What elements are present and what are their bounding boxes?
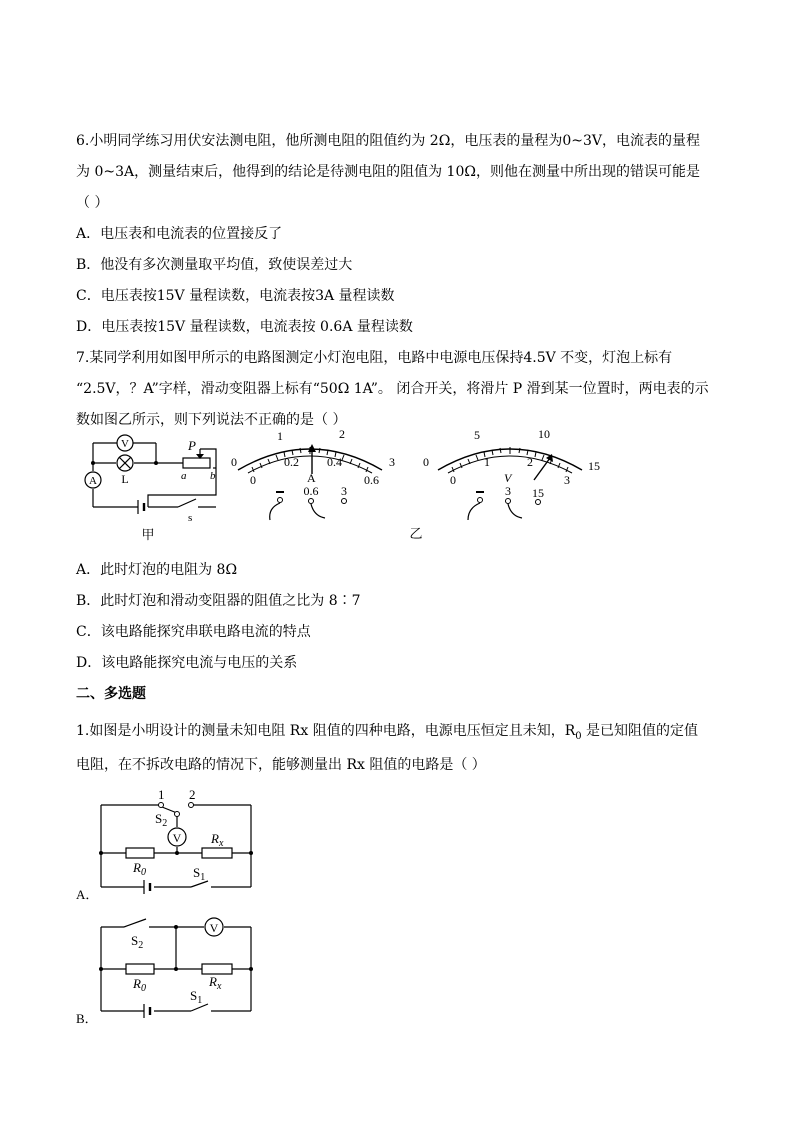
- voltmeter-lower-tick-0: 0: [450, 473, 456, 487]
- voltmeter-upper-tick-5: 5: [474, 428, 480, 442]
- q7-option-a: A．此时灯泡的电阻为 8Ω: [76, 562, 238, 578]
- voltmeter-upper-tick-15: 15: [588, 459, 600, 473]
- circuit-b-s2-label: $S_2$: [131, 933, 144, 951]
- ammeter-unit: A: [307, 471, 316, 485]
- ammeter-terminal-3: 3: [341, 484, 347, 498]
- m1-stem-line-2: 电阻，在不拆改电路的情况下，能够测量出 Rx 阻值的电路是（ ）: [76, 757, 486, 773]
- ammeter-lower-tick-1: 0.2: [284, 455, 299, 469]
- ammeter-label: A: [89, 475, 97, 487]
- q7-option-c: C．该电路能探究串联电路电流的特点: [76, 624, 311, 640]
- voltmeter-terminal-15: 15: [532, 486, 544, 500]
- q7-option-b: B．此时灯泡和滑动变阻器的阻值之比为 8∶7: [76, 593, 361, 609]
- circuit-a-terminal-1: 1: [158, 787, 165, 802]
- section-heading: 二、多选题: [76, 686, 146, 702]
- circuit-a-s1-label: $S_1$: [193, 865, 206, 883]
- ammeter-dial: [231, 427, 395, 520]
- circuit-b-letter: B．: [76, 1011, 98, 1026]
- m1-stem-line-1: [76, 721, 698, 747]
- voltmeter-needle: [534, 458, 550, 480]
- ammeter-upper-tick-2: 2: [339, 427, 345, 441]
- circuit-b-s1-label: $S_1$: [190, 988, 203, 1006]
- caption-jia: 甲: [141, 527, 155, 542]
- voltmeter-lower-tick-3: 3: [564, 473, 570, 487]
- rheostat-end-a-label: a: [181, 470, 187, 482]
- q6-option-c: C．电压表按15V 量程读数，电流表按3A 量程读数: [76, 288, 395, 304]
- ammeter-upper-tick-0: 0: [231, 455, 237, 469]
- m1-stem-text: 1.如图是小明设计的测量未知电阻 Rx 阻值的四种电路，电源电压恒定且未知，R: [76, 723, 576, 739]
- circuit-b-r0-label: $R_0$: [133, 976, 146, 994]
- q7-stem-line-1: 7.某同学利用如图甲所示的电路图测定小灯泡电阻，电路中电源电压保持4.5V 不变，灯泡上标有: [76, 350, 673, 366]
- q7-meters-figure: [222, 420, 612, 550]
- voltmeter-terminal-3: 3: [505, 484, 511, 498]
- q7-option-d: D．该电路能探究电流与电压的关系: [76, 655, 298, 671]
- q6-option-a: A．电压表和电流表的位置接反了: [76, 226, 283, 242]
- q6-option-d: D．电压表按15V 量程读数，电流表按 0.6A 量程读数: [76, 319, 413, 335]
- q7-stem-line-2: “2.5V，？A”字样，滑动变阻器上标有“50Ω 1A”。 闭合开关，将滑片 P 滑到某一位置时，两电表的示: [76, 381, 709, 397]
- circuit-b-diagram: [76, 913, 266, 1028]
- voltmeter-upper-tick-10: 10: [538, 427, 550, 441]
- circuit-a-letter: A．: [76, 887, 99, 902]
- lamp-label: L: [121, 472, 129, 486]
- q6-stem-line-1: 6.小明同学练习用伏安法测电阻，他所测电阻的阻值约为 2Ω，电压表的量程为0~3V，电流表的量程: [76, 133, 700, 149]
- q6-option-b: B．他没有多次测量取平均值，致使误差过大: [76, 257, 353, 273]
- voltmeter-lower-tick-2: 2: [527, 455, 533, 469]
- circuit-b-rx-label: $R_x$: [209, 974, 222, 992]
- ammeter-terminal-0-6: 0.6: [303, 484, 319, 498]
- ammeter-upper-tick-3: 3: [389, 455, 395, 469]
- circuit-a-r0-label: $R_0$: [133, 860, 146, 878]
- m1-r0-subscript: 0: [575, 730, 582, 742]
- circuit-a-diagram: [76, 785, 266, 905]
- q7-stem-line-3: 数如图乙所示，则下列说法不正确的是（ ）: [76, 412, 347, 428]
- voltmeter-upper-tick-0: 0: [423, 455, 429, 469]
- q7-circuit-diagram: [78, 425, 228, 550]
- voltmeter-label: V: [121, 438, 129, 450]
- ammeter-lower-tick-0: 0: [250, 473, 256, 487]
- circuit-a-voltmeter-label: V: [172, 831, 182, 845]
- ammeter-upper-tick-1: 1: [277, 429, 283, 443]
- switch-label: s: [188, 512, 193, 524]
- slider-label: P: [188, 438, 196, 453]
- circuit-b-voltmeter-label: V: [209, 921, 219, 935]
- caption-yi: 乙: [409, 526, 423, 541]
- voltmeter-unit: V: [504, 471, 512, 485]
- ammeter-lower-tick-3: 0.6: [364, 473, 379, 487]
- circuit-a-rx-label: $R_x$: [211, 831, 224, 849]
- voltmeter-dial: [423, 427, 600, 520]
- rheostat-end-b-label: b: [210, 470, 216, 482]
- ammeter-lower-tick-2: 0.4: [327, 455, 342, 469]
- m1-stem-text-rest: 是已知阻值的定值: [581, 723, 699, 739]
- q6-stem-line-2: 为 0~3A，测量结束后，他得到的结论是待测电阻的阻值为 10Ω，则他在测量中所出现的错误可能是: [76, 164, 700, 180]
- circuit-a-s2-label: $S_2$: [155, 811, 168, 829]
- q6-stem-line-3: （ ）: [76, 195, 109, 211]
- voltmeter-lower-tick-1: 1: [484, 455, 490, 469]
- circuit-a-terminal-2: 2: [189, 787, 196, 802]
